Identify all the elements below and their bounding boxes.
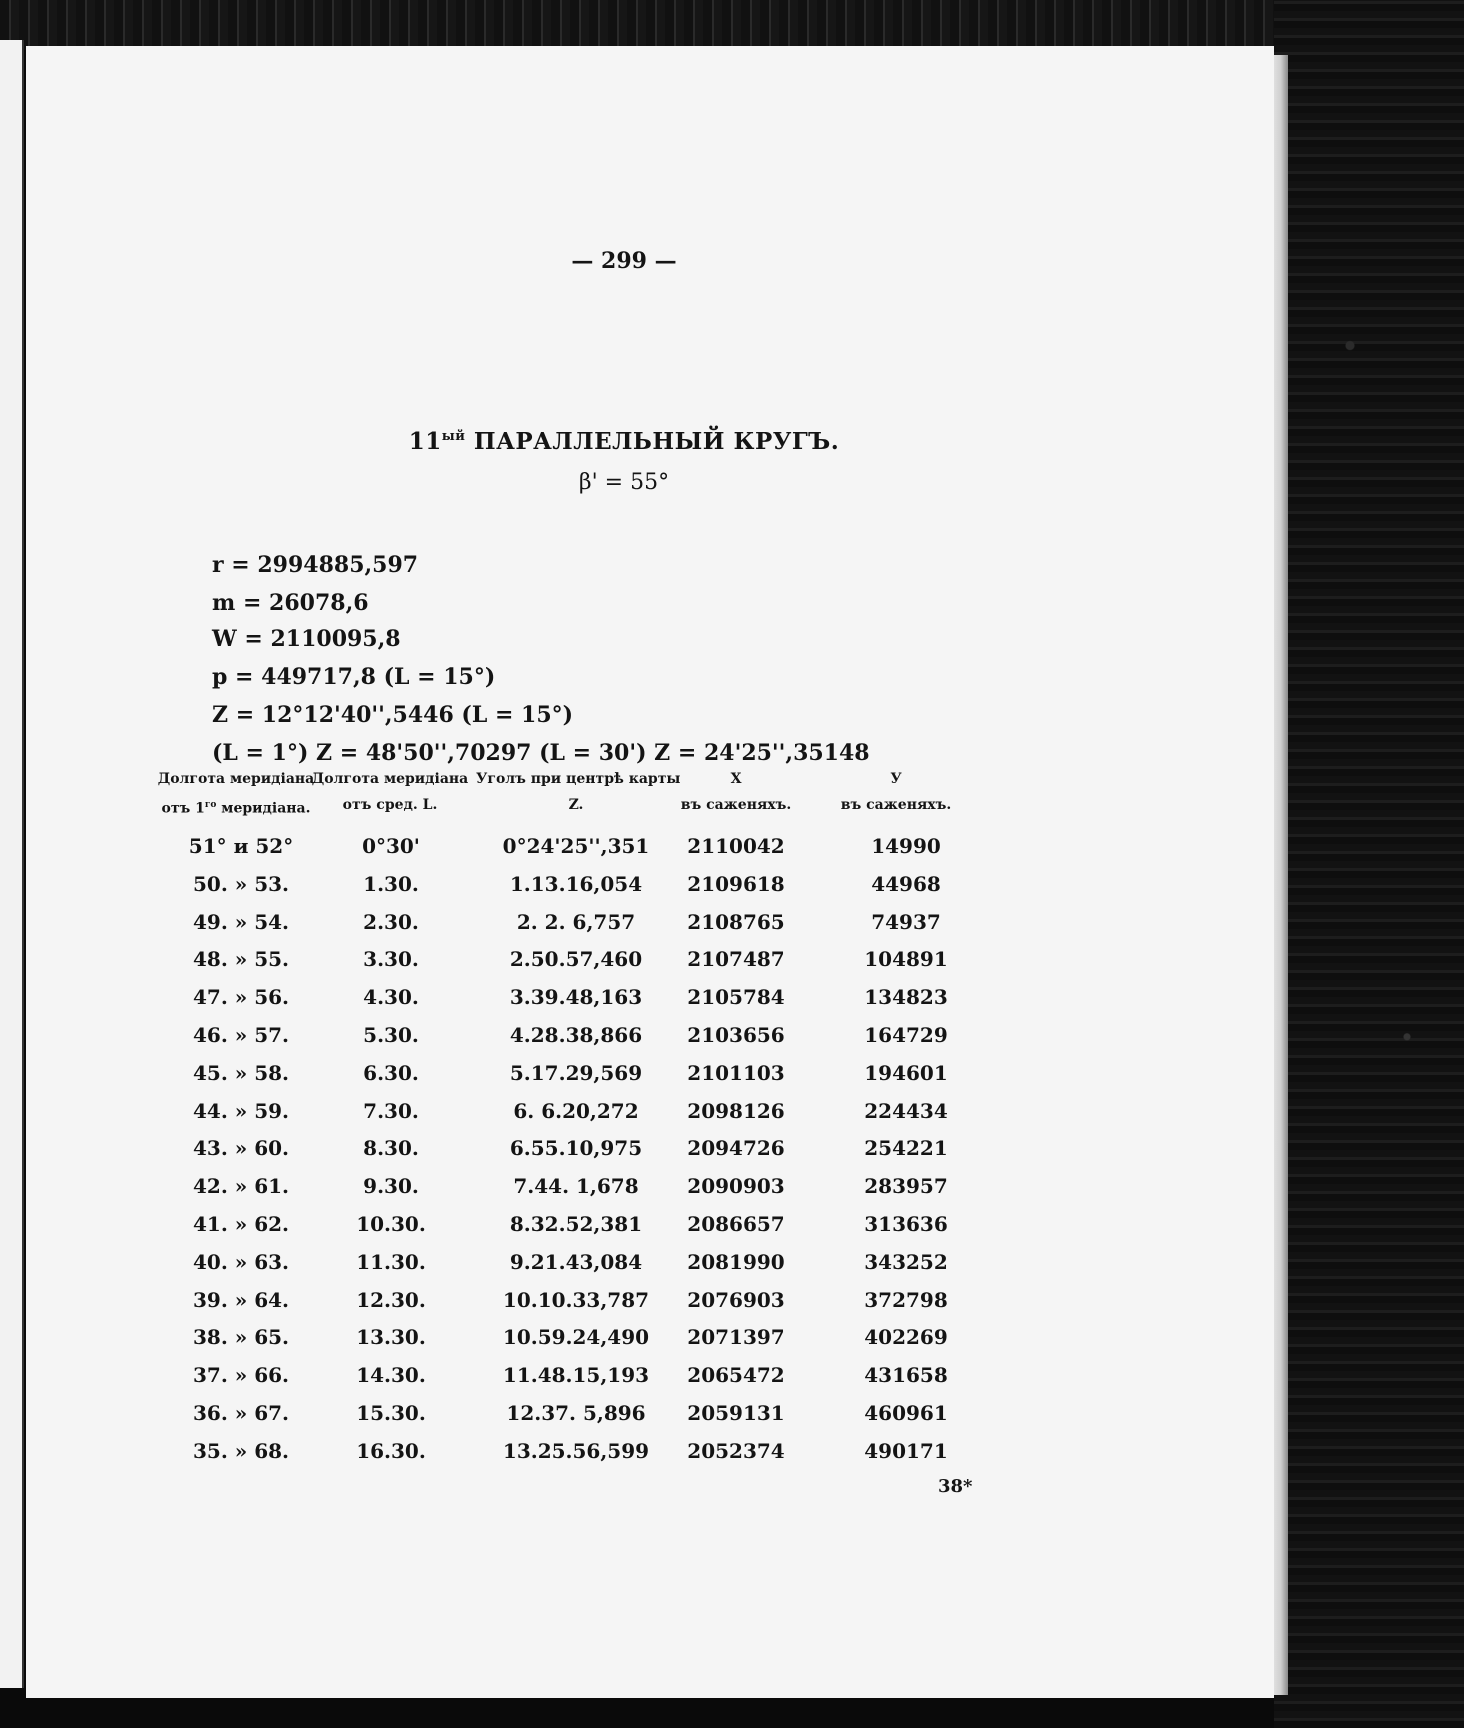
param-w: W = 2110095,8 — [212, 626, 401, 652]
table-cell: 37. » 66. — [192, 1363, 289, 1388]
table-cell: 2059131 — [687, 1401, 785, 1425]
table-cell: 402269 — [864, 1325, 948, 1350]
table-cell: 104891 — [864, 947, 948, 972]
section-heading — [26, 428, 1222, 455]
col-head-line1: Уголъ при центрѣ карты — [476, 771, 681, 787]
table-cell: 47. » 56. — [192, 985, 289, 1010]
table-cell: 39. » 64. — [192, 1287, 289, 1312]
col-head-line1: У — [890, 771, 902, 787]
table-cell: 2108765 — [687, 909, 785, 934]
table-cell: 4.28.38,866 — [509, 1023, 643, 1047]
table-cell: 460961 — [864, 1401, 948, 1425]
heading-ordinal-suffix: ый — [441, 429, 466, 444]
param-p: p = 449717,8 (L = 15°) — [212, 664, 496, 690]
table-cell: 2076903 — [687, 1287, 785, 1312]
table-cell: 50. » 53. — [192, 871, 289, 896]
table-cell: 2.50.57,460 — [509, 947, 643, 972]
param-z: Z = 12°12'40'',5446 (L = 15°) — [212, 702, 574, 728]
table-cell: 10.59.24,490 — [502, 1325, 650, 1350]
col-head-line1: Долгота меридіана — [157, 771, 315, 787]
table-cell: 2071397 — [687, 1325, 785, 1350]
param-m: m = 26078,6 — [212, 590, 369, 616]
table-cell: 44968 — [871, 871, 941, 896]
table-cell: 2098126 — [687, 1098, 785, 1123]
table-cell: 42. » 61. — [192, 1174, 289, 1199]
heading-title: ПАРАЛЛЕЛЬНЫЙ КРУГЪ. — [473, 428, 840, 455]
table-cell: 14.30. — [356, 1363, 426, 1388]
table-cell: 4.30. — [363, 985, 419, 1010]
table-cell: 2086657 — [687, 1212, 785, 1236]
table-cell: 13.30. — [356, 1325, 426, 1350]
table-cell: 134823 — [864, 985, 948, 1010]
table-cell: 3.39.48,163 — [509, 985, 643, 1010]
table-cell: 0°30' — [362, 834, 420, 858]
table-cell: 2081990 — [687, 1249, 785, 1274]
table-cell: 431658 — [864, 1363, 948, 1388]
table-cell: 2109618 — [687, 871, 785, 896]
table-cell: 2107487 — [687, 947, 785, 972]
table-cell: 8.32.52,381 — [509, 1212, 643, 1236]
col-head-line2-sup: го — [204, 800, 217, 810]
table-cell: 343252 — [864, 1249, 948, 1274]
table-cell: 14990 — [871, 834, 941, 858]
table-cell: 9.21.43,084 — [509, 1249, 643, 1274]
table-cell: 6.30. — [363, 1060, 419, 1085]
table-cell: 5.17.29,569 — [509, 1060, 643, 1085]
table-cell: 12.37. 5,896 — [506, 1401, 646, 1425]
book-page — [26, 46, 1274, 1698]
table-cell: 40. » 63. — [192, 1249, 289, 1274]
table-cell: 10.10.33,787 — [502, 1287, 650, 1312]
table-cell: 2101103 — [687, 1060, 785, 1085]
table-cell: 41. » 62. — [192, 1212, 289, 1236]
table-cell: 2.30. — [363, 909, 419, 934]
table-cell: 254221 — [864, 1136, 948, 1161]
table-cell: 51° и 52° — [188, 834, 294, 858]
table-cell: 6.55.10,975 — [509, 1136, 643, 1161]
table-cell: 0°24'25'',351 — [502, 834, 650, 858]
table-cell: 46. » 57. — [192, 1023, 289, 1047]
table-cell: 313636 — [864, 1212, 948, 1236]
table-cell: 2090903 — [687, 1174, 785, 1199]
table-cell: 13.25.56,599 — [502, 1438, 650, 1463]
table-cell: 11.30. — [356, 1249, 426, 1274]
table-cell: 35. » 68. — [192, 1438, 289, 1463]
table-cell: 3.30. — [363, 947, 419, 972]
heading-ordinal: 11 — [408, 428, 442, 455]
table-cell: 44. » 59. — [192, 1098, 289, 1123]
table-cell: 16.30. — [356, 1438, 426, 1463]
table-cell: 2094726 — [687, 1136, 785, 1161]
col-head-meridian-first — [156, 766, 316, 822]
left-page-strip — [0, 40, 24, 1688]
col-head-line1: X — [730, 771, 742, 787]
table-cell: 2105784 — [687, 985, 785, 1010]
table-cell: 45. » 58. — [192, 1060, 289, 1085]
col-head-meridian-middle — [310, 766, 470, 818]
col-head-line2-text: отъ 1 — [161, 800, 205, 817]
table-cell: 48. » 55. — [192, 947, 289, 972]
table-cell: 2065472 — [687, 1363, 785, 1388]
col-head-line2: въ саженяхъ. — [680, 797, 792, 813]
right-binding-edge — [1274, 0, 1464, 1728]
col-head-line2: въ саженяхъ. — [840, 797, 952, 813]
table-cell: 2. 2. 6,757 — [516, 909, 636, 934]
table-cell: 38. » 65. — [192, 1325, 289, 1350]
col-head-y — [816, 766, 976, 818]
table-cell: 43. » 60. — [192, 1136, 289, 1161]
table-cell: 283957 — [864, 1174, 948, 1199]
table-cell: 6. 6.20,272 — [513, 1098, 639, 1123]
table-cell: 49. » 54. — [192, 909, 289, 934]
table-cell: 15.30. — [356, 1401, 426, 1425]
col-head-line1: Долгота меридіана — [311, 771, 469, 787]
table-cell: 7.44. 1,678 — [513, 1174, 639, 1199]
table-cell: 11.48.15,193 — [502, 1363, 650, 1388]
table-cell: 8.30. — [363, 1136, 419, 1161]
signature-mark: 38* — [938, 1476, 973, 1497]
col-head-line2: отъ сред. L. — [342, 797, 438, 813]
param-z-small: (L = 1°) Z = 48'50'',70297 (L = 30') Z = 24'25'',35148 — [212, 740, 870, 766]
col-head-x — [656, 766, 816, 818]
top-binding-edge — [0, 0, 1464, 50]
table-cell: 490171 — [864, 1438, 948, 1463]
table-cell: 1.13.16,054 — [509, 871, 643, 896]
table-cell: 2110042 — [687, 834, 785, 858]
param-r: r = 2994885,597 — [212, 552, 419, 578]
page-number: — 299 — — [571, 248, 677, 274]
table-cell: 10.30. — [356, 1212, 426, 1236]
table-cell: 2052374 — [687, 1438, 785, 1463]
table-cell: 12.30. — [356, 1287, 426, 1312]
table-cell: 5.30. — [363, 1023, 419, 1047]
col-head-line2: Z. — [568, 797, 584, 813]
table-cell: 224434 — [864, 1098, 948, 1123]
table-cell: 1.30. — [363, 871, 419, 896]
col-head-line2 — [156, 792, 316, 822]
col-head-angle — [476, 766, 681, 818]
subheading-latitude: β' = 55° — [578, 470, 670, 495]
table-cell: 9.30. — [363, 1174, 419, 1199]
table-cell: 2103656 — [687, 1023, 785, 1047]
table-cell: 164729 — [864, 1023, 948, 1047]
table-cell: 36. » 67. — [192, 1401, 289, 1425]
table-cell: 372798 — [864, 1287, 948, 1312]
table-cell: 194601 — [864, 1060, 948, 1085]
table-cell: 74937 — [871, 909, 941, 934]
col-head-line2-tail: меридіана. — [216, 800, 311, 817]
table-cell: 7.30. — [363, 1098, 419, 1123]
